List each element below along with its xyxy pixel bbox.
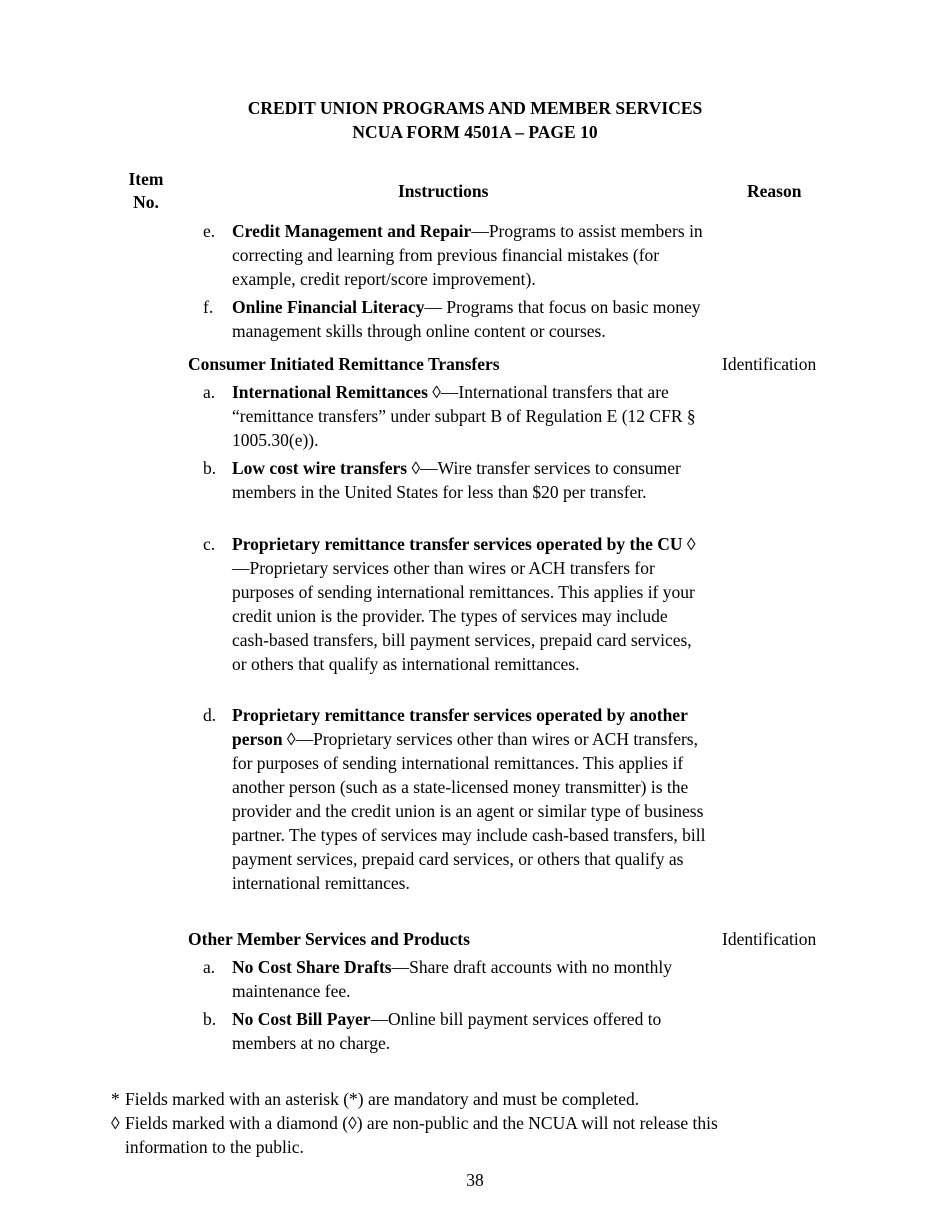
item-term: No Cost Share Drafts	[232, 957, 392, 977]
item-description: — Programs that focus on basic money management skills through online content or courses.	[232, 297, 701, 341]
item-term: Low cost wire transfers ◊	[232, 458, 421, 478]
section-heading-remittance: Consumer Initiated Remittance Transfers	[188, 354, 500, 374]
item-term: Proprietary remittance transfer services operated by the CU ◊	[232, 534, 696, 554]
item-term: Proprietary remittance transfer services operated by another person ◊	[232, 705, 688, 749]
column-header-instructions: Instructions	[398, 181, 489, 201]
column-header-reason: Reason	[747, 181, 802, 201]
item-letter: b.	[203, 458, 217, 478]
item-description: —Online bill payment services offered to members at no charge.	[232, 1009, 662, 1053]
item-description: —Share draft accounts with no monthly maintenance fee.	[232, 957, 673, 1001]
asterisk-icon: *	[111, 1089, 120, 1109]
page-number: 38	[466, 1170, 484, 1190]
list-item-other-b	[203, 1007, 708, 1055]
diamond-icon: ◊	[111, 1113, 120, 1133]
list-item-e	[203, 219, 708, 291]
header-item-line2: No.	[133, 192, 159, 212]
reason-other-services: Identification	[722, 929, 817, 949]
item-letter: e.	[203, 221, 216, 241]
item-term: International Remittances ◊	[232, 382, 441, 402]
list-item-remittance-b	[203, 456, 708, 504]
item-term: No Cost Bill Payer	[232, 1009, 371, 1029]
item-term: Online Financial Literacy	[232, 297, 425, 317]
item-letter: a.	[203, 382, 216, 402]
item-letter: a.	[203, 957, 216, 977]
list-item-f	[203, 295, 708, 343]
title-line-2: NCUA FORM 4501A – PAGE 10	[352, 122, 598, 142]
footnote-text: Fields marked with an asterisk (*) are mandatory and must be completed.	[125, 1089, 640, 1109]
item-description: —Wire transfer services to consumer members in the United States for less than $20 per transfer.	[232, 458, 681, 502]
list-item-remittance-a	[203, 380, 708, 452]
title-line-1: CREDIT UNION PROGRAMS AND MEMBER SERVICES	[247, 98, 703, 118]
document-title	[0, 96, 950, 144]
item-letter: b.	[203, 1009, 217, 1029]
item-description: —Programs to assist members in correcting and learning from previous financial mistakes (for example, credit report/score improvement).	[232, 221, 703, 289]
item-description: —Proprietary services other than wires or ACH transfers for purposes of sending international remittances. This applies if your credit union is the provider. The types of services may include cash-based transfers, bill payment services, prepaid card services, or others that qualify as international remittances.	[232, 558, 695, 674]
item-term: Credit Management and Repair	[232, 221, 472, 241]
footnote-text: Fields marked with a diamond (◊) are non-public and the NCUA will not release this information to the public.	[125, 1113, 718, 1157]
header-item-line1: Item	[128, 169, 164, 189]
item-letter: c.	[203, 534, 216, 554]
item-letter: d.	[203, 705, 217, 725]
list-item-other-a	[203, 955, 708, 1003]
column-header-item-no	[118, 168, 174, 214]
reason-remittance: Identification	[722, 354, 817, 374]
item-letter: f.	[203, 297, 214, 317]
footnote-asterisk	[111, 1087, 801, 1111]
list-item-remittance-c	[203, 532, 708, 676]
list-item-remittance-d	[203, 703, 708, 895]
section-heading-other-services: Other Member Services and Products	[188, 929, 470, 949]
footnote-diamond	[111, 1111, 801, 1159]
item-description: —Proprietary services other than wires or ACH transfers, for purposes of sending international remittances. This applies if another person (such as a state-licensed money transmitter) is the provider and the credit union is an agent or similar type of business partner. The types of services may include cash-based transfers, bill payment services, prepaid card services, or others that qualify as international remittances.	[232, 729, 706, 893]
item-description: —International transfers that are “remittance transfers” under subpart B of Regulation E (12 CFR § 1005.30(e)).	[232, 382, 696, 450]
